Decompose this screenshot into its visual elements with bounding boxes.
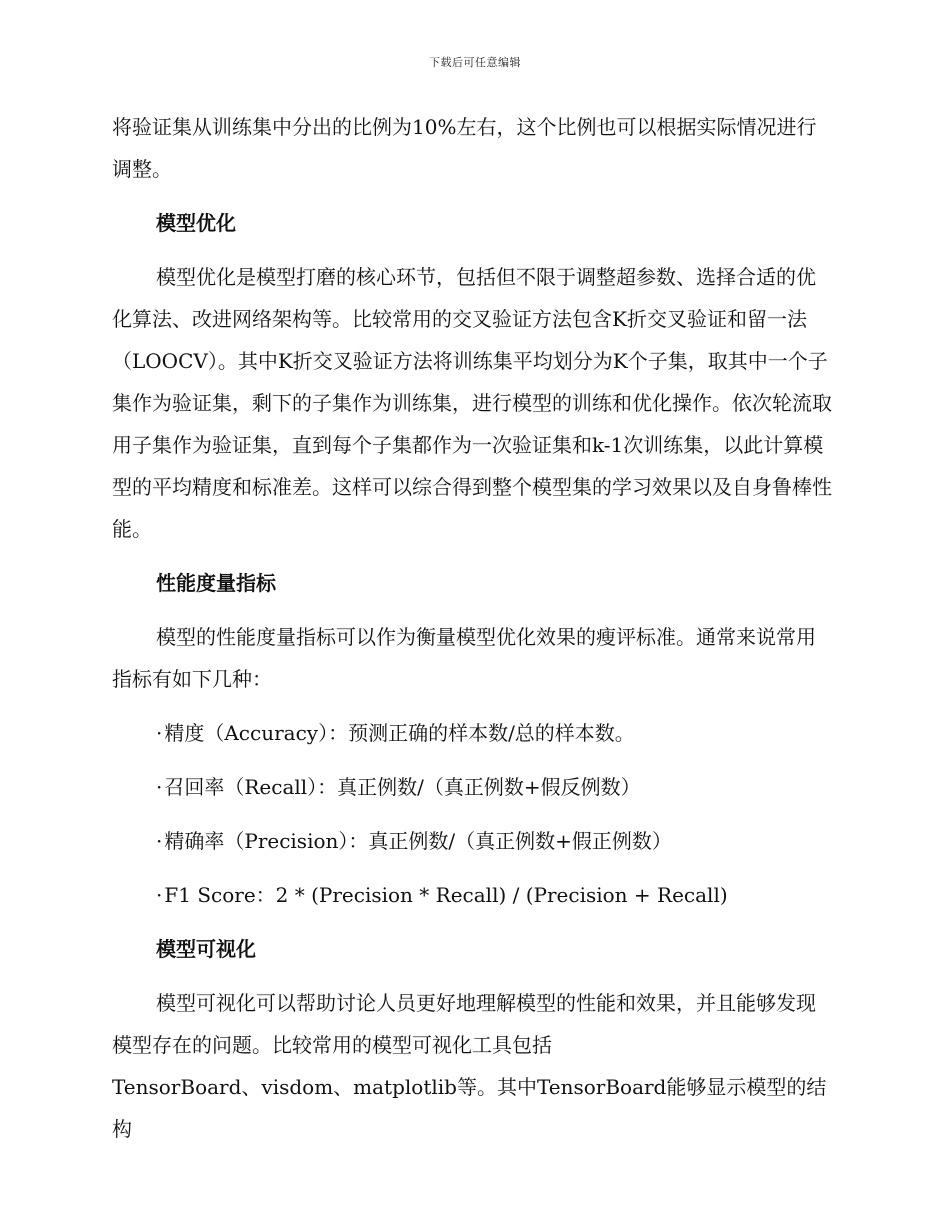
heading-visualization: 模型可视化	[156, 937, 256, 961]
paragraph-visualization-continued: TensorBoard、visdom、matplotlib等。其中TensorBoard能够显示模型的结构	[112, 1075, 827, 1141]
metrics-list	[112, 712, 832, 916]
bullet-icon: ·	[156, 829, 163, 853]
heading-optimization: 模型优化	[156, 211, 236, 235]
paragraph-visualization: 模型可视化可以帮助讨论人员更好地理解模型的性能和效果，并且能够发现模型存在的问题。比较常用的模型可视化工具包括	[112, 991, 816, 1057]
list-item-recall	[112, 766, 832, 808]
list-item-text: F1 Score：2 * (Precision * Recall) / (Precision + Recall)	[164, 883, 728, 907]
list-item-text: 召回率（Recall）：真正例数/（真正例数+假反例数）	[164, 775, 641, 799]
list-item-accuracy	[112, 712, 832, 754]
bullet-icon: ·	[156, 721, 163, 745]
page-header: 下载后可任意编辑	[429, 56, 521, 69]
list-item-precision	[112, 820, 832, 862]
paragraph-optimization: 模型优化是模型打磨的核心环节，包括但不限于调整超参数、选择合适的优化算法、改进网络架构等。比较常用的交叉验证方法包含K折交叉验证和留一法（LOOCV）。其中K折交叉验证方法将训练集平均划分为K个子集，取其中一个子集作为验证集，剩下的子集作为训练集，进行模型的训练和优化操作。依次轮流取用子集作为验证集，直到每个子集都作为一次验证集和k-1次训练集，以此计算模型的平均精度和标准差。这样可以综合得到整个模型集的学习效果以及自身鲁棒性能。	[112, 265, 832, 541]
bullet-icon: ·	[156, 883, 163, 907]
list-item-f1-score	[112, 874, 832, 916]
document-body	[112, 106, 832, 1150]
paragraph-intro: 将验证集从训练集中分出的比例为10%左右，这个比例也可以根据实际情况进行调整。	[112, 115, 817, 181]
paragraph-metrics: 模型的性能度量指标可以作为衡量模型优化效果的瘦评标准。通常来说常用指标有如下几种：	[112, 625, 816, 691]
bullet-icon: ·	[156, 775, 163, 799]
list-item-text: 精确率（Precision）：真正例数/（真正例数+假正例数）	[164, 829, 672, 853]
heading-metrics: 性能度量指标	[156, 571, 276, 595]
list-item-text: 精度（Accuracy）：预测正确的样本数/总的样本数。	[164, 721, 635, 745]
